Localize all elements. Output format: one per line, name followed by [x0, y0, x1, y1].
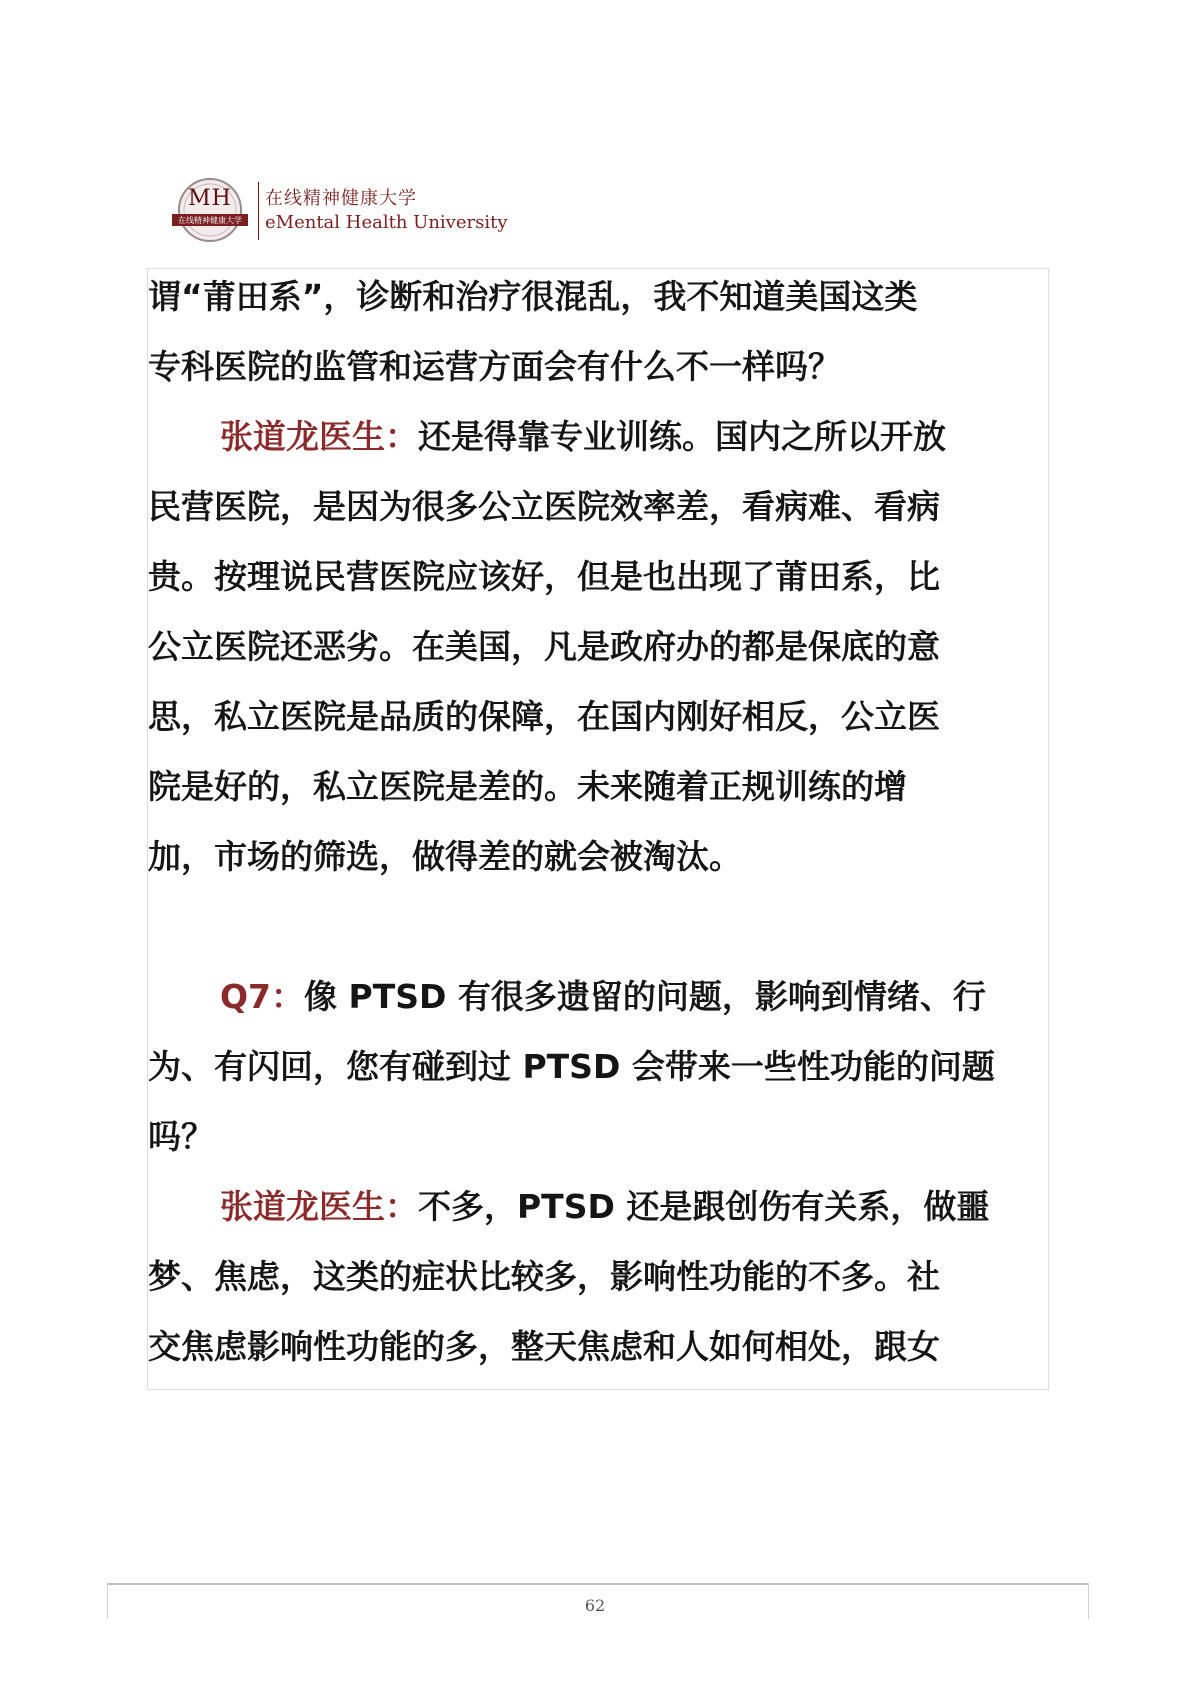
answer-line: 院是好的，私立医院是差的。未来随着正规训练的增	[148, 767, 907, 806]
university-name-cn: 在线精神健康大学	[265, 187, 417, 209]
question-continued-line: 谓“莆田系”，诊断和治疗很混乱，我不知道美国这类	[148, 277, 918, 316]
question-continued-line: 专科医院的监管和运营方面会有什么不一样吗？	[148, 347, 841, 386]
answer-line: 民营医院，是因为很多公立医院效率差，看病难、看病	[148, 487, 940, 526]
question-text: 像 PTSD 有很多遗留的问题，影响到情绪、行	[304, 977, 986, 1016]
logo-ring-text: 在线精神健康大学	[178, 216, 242, 225]
question-paragraph	[148, 962, 1048, 1032]
answer-text: 不多，PTSD 还是跟创伤有关系，做噩	[418, 1187, 990, 1226]
footer-divider	[107, 1583, 1089, 1585]
document-body	[148, 262, 1048, 1382]
university-logo	[170, 172, 508, 250]
question-line: 吗？	[148, 1117, 214, 1156]
answer-paragraph	[148, 402, 1048, 472]
paragraph-gap	[148, 892, 1048, 962]
answer-text: 还是得靠专业训练。国内之所以开放	[418, 417, 946, 456]
speaker-label: 张道龙医生：	[220, 1187, 418, 1226]
logo-text	[265, 187, 508, 236]
logo-mark: MH	[188, 186, 232, 211]
answer-line: 梦、焦虑，这类的症状比较多，影响性功能的不多。社	[148, 1257, 940, 1296]
question-line: 为、有闪回，您有碰到过 PTSD 会带来一些性功能的问题	[148, 1047, 995, 1086]
question-label: Q7：	[220, 977, 305, 1016]
mh-seal-icon	[170, 176, 250, 246]
answer-line: 贵。按理说民营医院应该好，但是也出现了莆田系，比	[148, 557, 940, 596]
university-name-en: eMental Health University	[265, 212, 508, 233]
answer-line: 交焦虑影响性功能的多，整天焦虑和人如何相处，跟女	[148, 1327, 940, 1366]
speaker-label: 张道龙医生：	[220, 417, 418, 456]
page-number: 62	[584, 1596, 606, 1615]
logo-divider	[258, 182, 259, 240]
answer-line: 加，市场的筛选，做得差的就会被淘汰。	[148, 837, 742, 876]
answer-line: 思，私立医院是品质的保障，在国内刚好相反，公立医	[148, 697, 940, 736]
answer-line: 公立医院还恶劣。在美国，凡是政府办的都是保底的意	[148, 627, 940, 666]
answer-paragraph	[148, 1172, 1048, 1242]
footer-edge-left	[107, 1583, 108, 1619]
footer-edge-right	[1088, 1583, 1089, 1619]
